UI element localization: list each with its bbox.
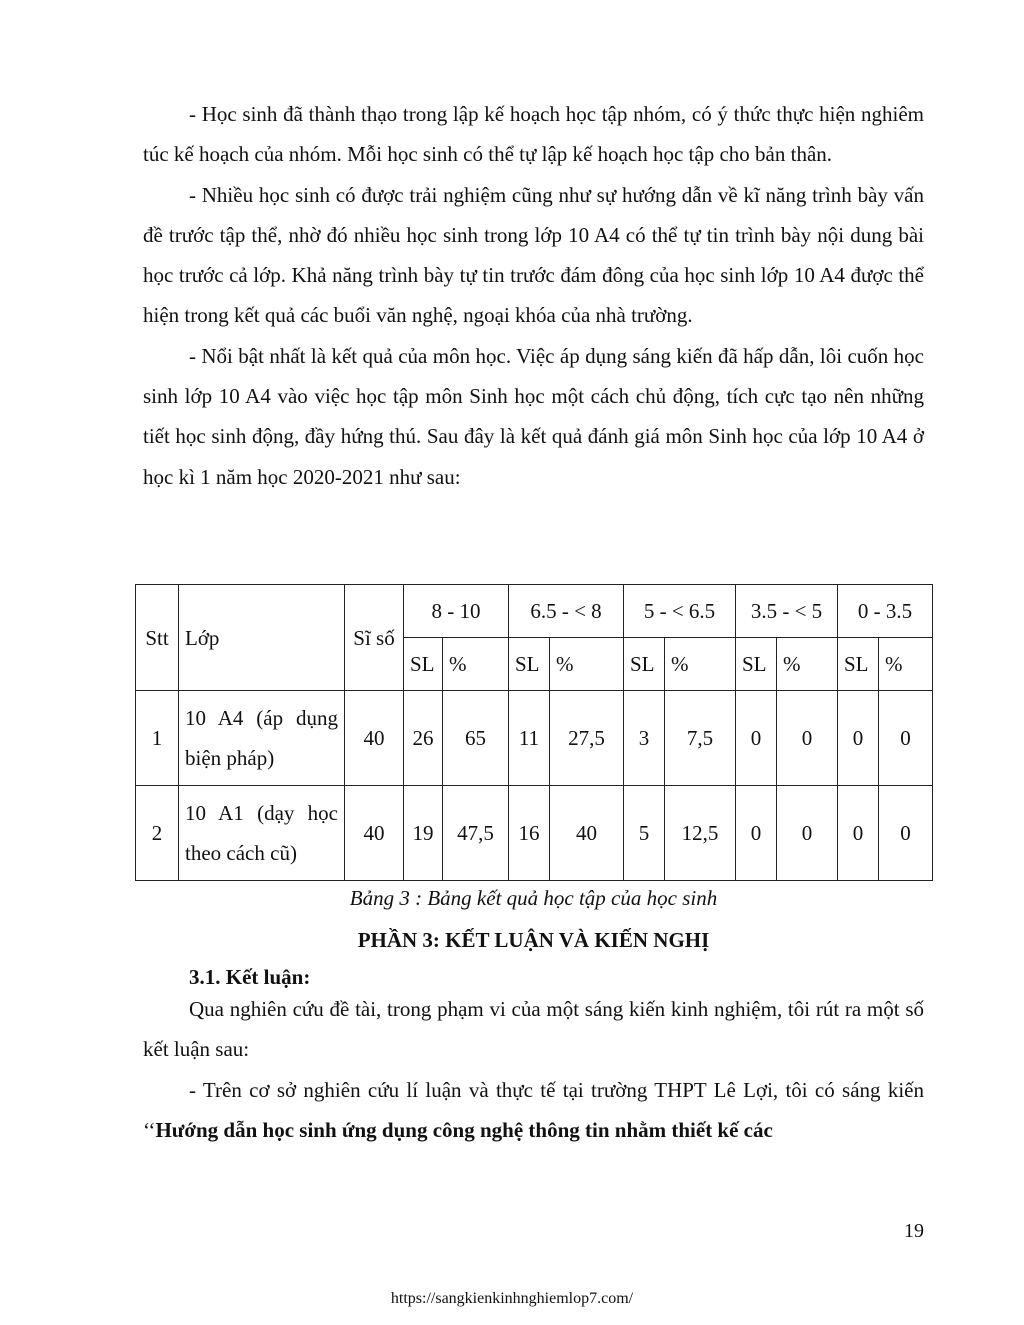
cell-value: 7,5 xyxy=(665,691,736,786)
cell-value: 19 xyxy=(404,786,443,881)
cell-value: 27,5 xyxy=(550,691,624,786)
header-sl: SL xyxy=(838,638,879,691)
cell-class-size: 40 xyxy=(345,691,404,786)
cell-class-size: 40 xyxy=(345,786,404,881)
cell-value: 40 xyxy=(550,786,624,881)
cell-value: 3 xyxy=(624,691,665,786)
header-class-size: Sĩ số xyxy=(345,585,404,691)
section-heading: 3.1. Kết luận: xyxy=(189,965,311,989)
header-stt: Stt xyxy=(136,585,179,691)
paragraph-lead: - Trên cơ sở nghiên cứu lí luận và thực tế tại trường THPT Lê Lợi, tôi có sáng kiến ‘‘ xyxy=(143,1077,924,1142)
initiative-title: Hướng dẫn học sinh ứng dụng công nghệ thông tin nhằm thiết kế các xyxy=(155,1117,773,1142)
cell-value: 0 xyxy=(736,691,777,786)
cell-class: 10 A1 (dạy học theo cách cũ) xyxy=(179,786,345,881)
cell-value: 0 xyxy=(879,786,933,881)
cell-value: 0 xyxy=(736,786,777,881)
cell-value: 0 xyxy=(777,786,838,881)
cell-value: 11 xyxy=(509,691,550,786)
cell-stt: 2 xyxy=(136,786,179,881)
header-range: 0 - 3.5 xyxy=(838,585,933,638)
header-sl: SL xyxy=(404,638,443,691)
footer-url[interactable]: https://sangkienkinhnghiemlop7.com/ xyxy=(390,1290,634,1307)
table-row xyxy=(136,786,933,881)
cell-value: 12,5 xyxy=(665,786,736,881)
header-pct: % xyxy=(665,638,736,691)
header-range: 8 - 10 xyxy=(404,585,509,638)
header-pct: % xyxy=(777,638,838,691)
page-number: 19 xyxy=(904,1220,924,1242)
table-header-row xyxy=(136,585,933,638)
cell-value: 65 xyxy=(443,691,509,786)
cell-value: 0 xyxy=(777,691,838,786)
paragraph-last xyxy=(143,1070,924,1151)
header-pct: % xyxy=(879,638,933,691)
paragraph: Qua nghiên cứu đề tài, trong phạm vi của một sáng kiến kinh nghiệm, tôi rút ra một số kết luận sau: xyxy=(143,997,924,1062)
paragraph: - Học sinh đã thành thạo trong lập kế hoạch học tập nhóm, có ý thức thực hiện nghiêm túc kế hoạch của nhóm. Mỗi học sinh có thể tự lập kế hoạch học tập cho bản thân. xyxy=(143,102,924,167)
cell-class: 10 A4 (áp dụng biện pháp) xyxy=(179,691,345,786)
header-range: 3.5 - < 5 xyxy=(736,585,838,638)
table-row xyxy=(136,691,933,786)
header-sl: SL xyxy=(509,638,550,691)
header-range: 6.5 - < 8 xyxy=(509,585,624,638)
cell-value: 47,5 xyxy=(443,786,509,881)
body-text-bottom xyxy=(143,989,924,1150)
header-range: 5 - < 6.5 xyxy=(624,585,736,638)
header-pct: % xyxy=(550,638,624,691)
cell-stt: 1 xyxy=(136,691,179,786)
header-class: Lớp xyxy=(179,585,345,691)
header-sl: SL xyxy=(736,638,777,691)
table-caption: Bảng 3 : Bảng kết quả học tập của học sinh xyxy=(349,886,718,910)
cell-value: 0 xyxy=(838,691,879,786)
cell-value: 16 xyxy=(509,786,550,881)
paragraph: - Nhiều học sinh có được trải nghiệm cũng như sự hướng dẫn về kĩ năng trình bày vấn đề trước tập thể, nhờ đó nhiều học sinh trong lớp 10 A4 có thể tự tin trình bày nội dung bài học trước cả lớp. Khả năng trình bày tự tin trước đám đông của học sinh lớp 10 A4 được thể hiện trong kết quả các buổi văn nghệ, ngoại khóa của nhà trường. xyxy=(143,182,924,328)
body-text-top xyxy=(143,94,924,497)
paragraph: - Nổi bật nhất là kết quả của môn học. Việc áp dụng sáng kiến đã hấp dẫn, lôi cuốn học sinh lớp 10 A4 vào việc học tập môn Sinh học một cách chủ động, tích cực tạo nên những tiết học sinh động, đầy hứng thú. Sau đây là kết quả đánh giá môn Sinh học của lớp 10 A4 ở học kì 1 năm học 2020-2021 như sau: xyxy=(143,343,924,489)
header-pct: % xyxy=(443,638,509,691)
cell-value: 5 xyxy=(624,786,665,881)
part-title: PHẦN 3: KẾT LUẬN VÀ KIẾN NGHỊ xyxy=(357,928,710,952)
cell-value: 0 xyxy=(838,786,879,881)
cell-value: 26 xyxy=(404,691,443,786)
header-sl: SL xyxy=(624,638,665,691)
results-table xyxy=(135,584,933,881)
cell-value: 0 xyxy=(879,691,933,786)
